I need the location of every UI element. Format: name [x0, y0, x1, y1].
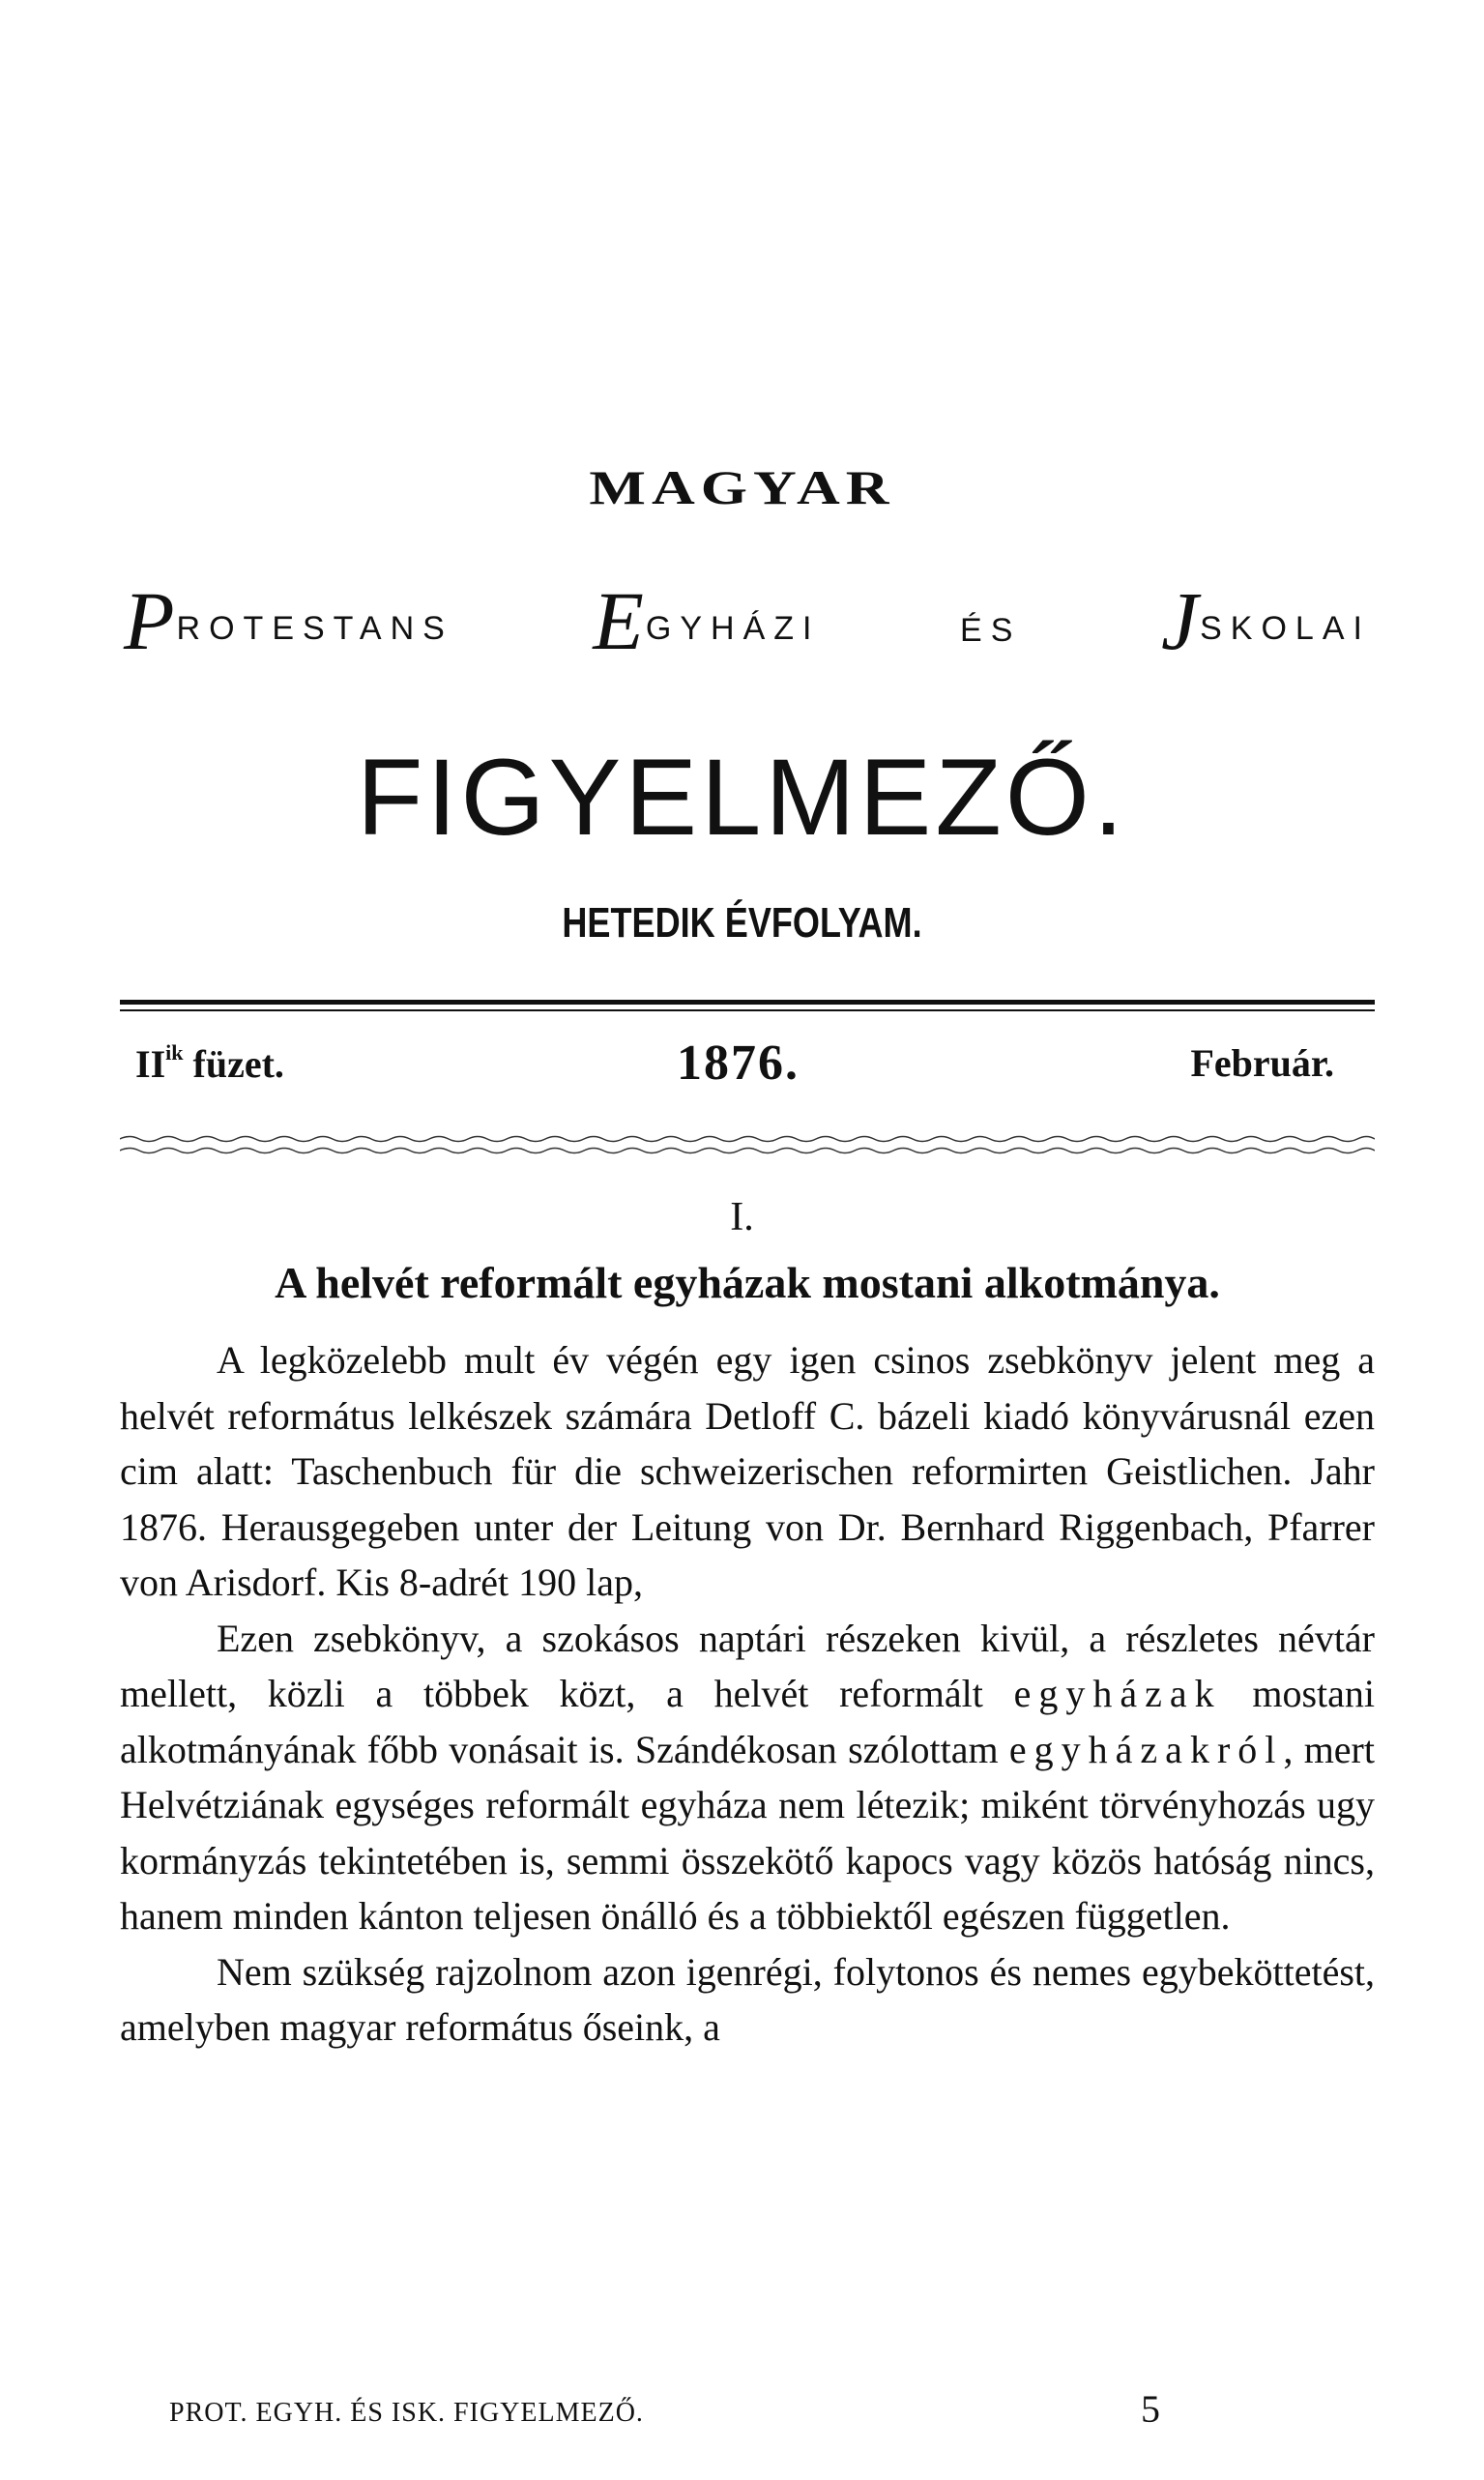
article-number: I. [730, 1195, 754, 1240]
page-number: 5 [1141, 2387, 1160, 2431]
masthead-magyar: MAGYAR [589, 461, 895, 515]
subtitle-word-es: ÉS [960, 612, 1022, 649]
subtitle-word-protestans: PROTESTANS [124, 574, 453, 667]
volume-label: HETEDIK ÉVFOLYAM. [562, 899, 922, 947]
issue-year: 1876. [677, 1036, 800, 1091]
article-paragraph [120, 1944, 1375, 2056]
issue-number: $II^{ik}$ füzet. [135, 1040, 284, 1086]
subtitle-word-egyhazi: EGYHÁZI [593, 574, 821, 667]
paragraph-text: mostani alkotmányának főbb vonásait is. Szándékosan szólottam [120, 1672, 1375, 1771]
article-title: A helvét reformált egyházak mostani alkotmánya. [275, 1258, 1220, 1307]
paragraph-text: A legközelebb mult év végén egy igen csinos zsebkönyv jelent meg a helvét református lelkészek számára Detloff C. bázeli kiadó könyvárusnál ezen cim alatt: Taschenbuch für die schweizerischen reformirten Geistlichen. Jahr 1876. Herausgegeben unter der Leitung von Dr. Bernhard Riggenbach, Pfarrer von Arisdorf. Kis 8-adrét 190 lap, [120, 1338, 1375, 1604]
paragraph-text: Ezen zsebkönyv, a szokásos naptári részeken kivül, a részletes névtár mellett, közli a többek közt, a helvét reformált [120, 1616, 1375, 1715]
subtitle-word-iskolai: JSKOLAI [1160, 574, 1371, 667]
wavy-divider [120, 1131, 1375, 1160]
running-footer: PROT. EGYH. ÉS ISK. FIGYELMEZŐ. [169, 2398, 644, 2428]
journal-title: FIGYELMEZŐ. [357, 737, 1127, 858]
issue-line [135, 1035, 1334, 1102]
issue-month: Február. [1190, 1041, 1334, 1085]
spaced-emphasis: egyházak [1013, 1672, 1222, 1715]
article-paragraph [120, 1611, 1375, 1944]
paragraph-text: Nem szükség rajzolnom azon igenrégi, folytonos és nemes egybeköttetést, amelyben magyar református őseink, a [120, 1949, 1375, 2049]
spaced-emphasis: egyházakról [1008, 1727, 1284, 1771]
header-rule-thick [120, 1000, 1375, 1005]
paragraph-text: , mert Helvétziának egységes reformált egyháza nem létezik; miként törvényhozás ugy kormányzás tekintetében is, semmi összekötő kapocs vagy közös hatóság nincs, hanem minden kánton teljesen önálló és a többiektől egészen független. [120, 1727, 1375, 1938]
article-body [120, 1332, 1375, 2056]
header-rule-thin [120, 1009, 1375, 1011]
article-paragraph [120, 1332, 1375, 1611]
masthead-subtitle [124, 574, 1371, 667]
